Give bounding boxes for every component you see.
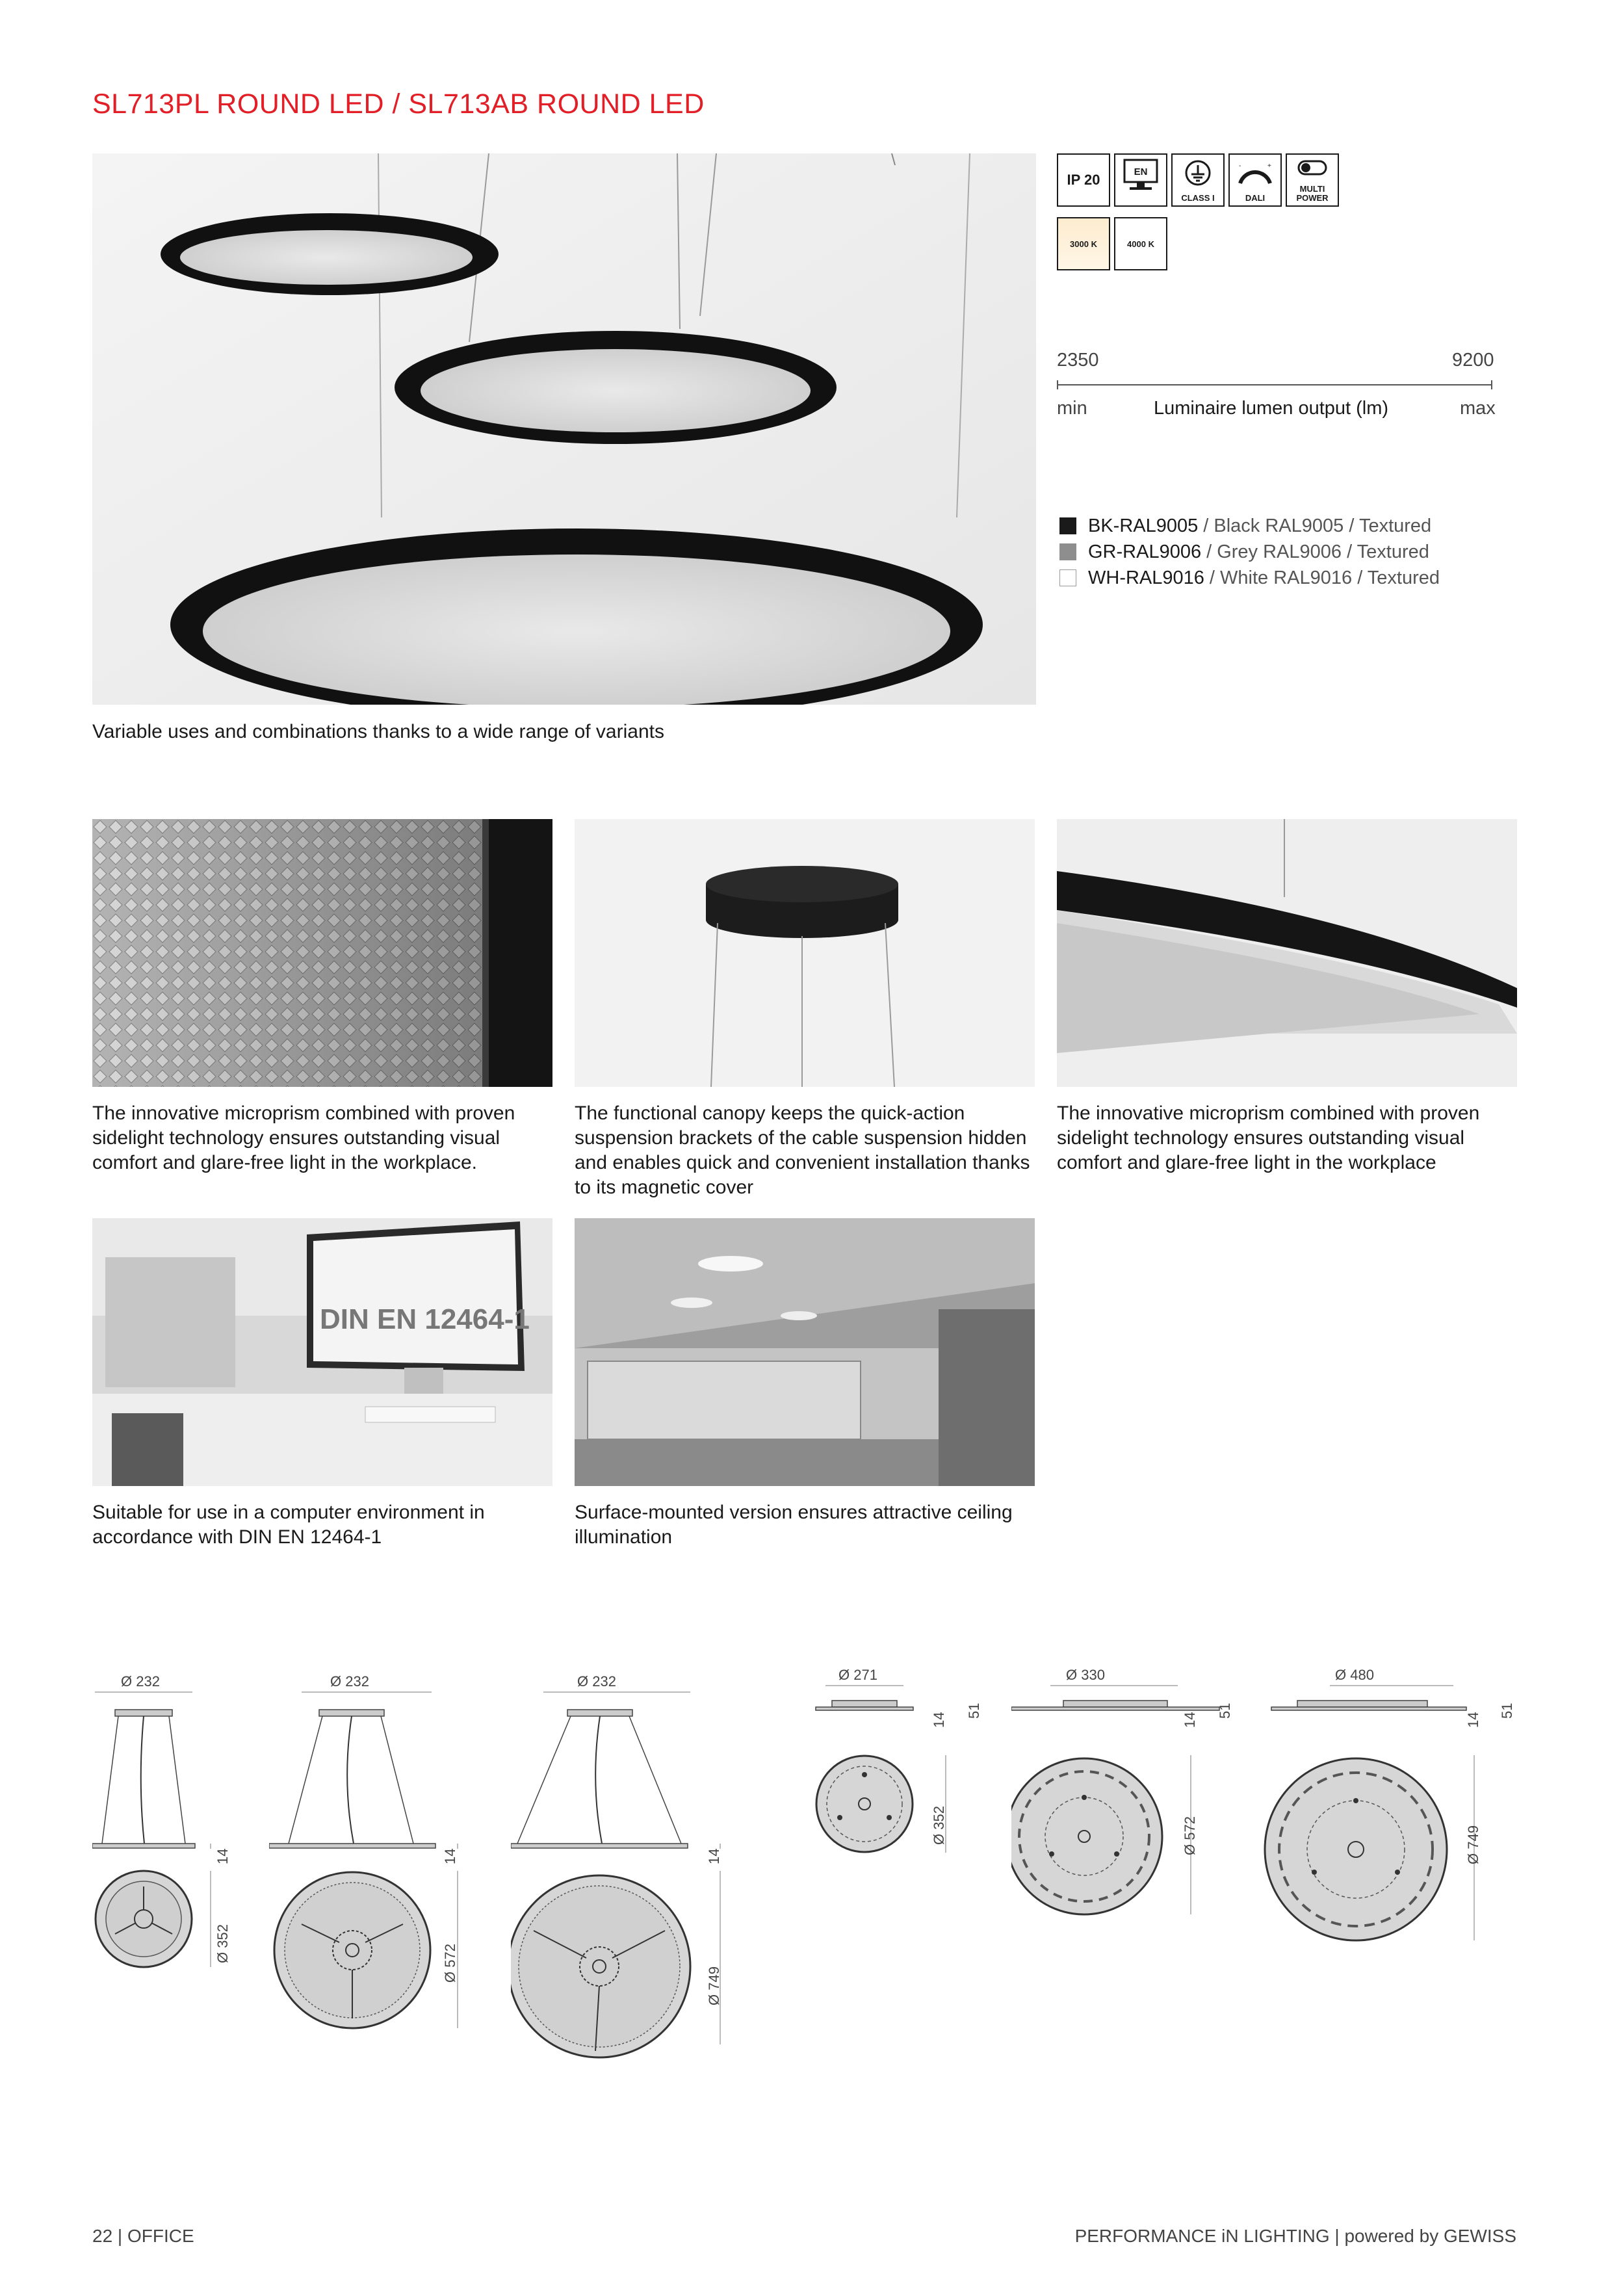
surface-1-height-dim: 14 — [931, 1712, 947, 1728]
pendant-3-height-dim: 14 — [706, 1848, 722, 1864]
en-monitor-icon — [1114, 153, 1167, 207]
surface-3-top-dim: Ø 480 — [1335, 1667, 1374, 1683]
surface-1-diameter-dim: Ø 352 — [931, 1806, 947, 1845]
sidelight-caption: The innovative microprism combined with proven sidelight technology ensures outstanding visual comfort and glare-free light in the workplace — [1057, 1102, 1480, 1173]
svg-text:EN: EN — [1134, 166, 1148, 177]
hero-photo — [92, 153, 1036, 705]
svg-text:DIN EN 12464-1: DIN EN 12464-1 — [320, 1303, 530, 1335]
surface-2-height-dim: 14 — [1182, 1712, 1198, 1728]
pendant-drawing-749 — [511, 1690, 732, 2067]
surface-caption: Surface-mounted version ensures attractive ceiling illumination — [575, 1502, 1013, 1548]
color-variant-grey: GR-RAL9006 / Grey RAL9006 / Textured — [1059, 539, 1429, 565]
pendant-drawing-352 — [92, 1690, 222, 2041]
svg-text:+: + — [1267, 163, 1271, 170]
pendant-2-top-dim: Ø 232 — [330, 1673, 369, 1689]
ip20-icon: IP 20 — [1057, 153, 1110, 207]
canopy-caption: The functional canopy keeps the quick-action suspension brackets of the cable suspension hidden and enables quick and convenient installation thanks to its magnetic cover — [575, 1102, 1030, 1198]
pendant-2-diameter-dim: Ø 572 — [442, 1944, 458, 1983]
color-variant-white: WH-RAL9016 / White RAL9016 / Textured — [1059, 565, 1440, 591]
computer-caption: Suitable for use in a computer environment in accordance with DIN EN 12464-1 — [92, 1502, 485, 1548]
microprism-caption: The innovative microprism combined with proven sidelight technology ensures outstanding visual comfort and glare-free light in the workplace. — [92, 1102, 515, 1173]
surface-drawing-352 — [812, 1684, 981, 1879]
computer-office-photo — [92, 1218, 552, 1486]
lumen-min-value: 2350 — [1057, 350, 1099, 371]
surface-2-top-dim: Ø 330 — [1066, 1667, 1105, 1683]
surface-2-total-height-dim: 51 — [1217, 1702, 1233, 1719]
pendant-1-top-dim: Ø 232 — [121, 1673, 160, 1689]
white-swatch — [1059, 569, 1076, 586]
surface-drawing-749 — [1258, 1684, 1531, 1963]
surface-3-height-dim: 14 — [1465, 1712, 1481, 1728]
pendant-1-diameter-dim: Ø 352 — [214, 1924, 231, 1963]
black-swatch — [1059, 517, 1076, 534]
canopy-photo — [575, 819, 1035, 1087]
lumen-max-value: 9200 — [1452, 350, 1494, 371]
surface-3-diameter-dim: Ø 749 — [1465, 1825, 1481, 1864]
sidelight-photo — [1057, 819, 1517, 1087]
page-title: SL713PL ROUND LED / SL713AB ROUND LED — [92, 88, 705, 120]
hero-caption: Variable uses and combinations thanks to a wide range of variants — [92, 721, 664, 742]
footer-page-section: 22 | OFFICE — [92, 2226, 194, 2246]
surface-1-total-height-dim: 51 — [966, 1702, 982, 1719]
pendant-3-top-dim: Ø 232 — [577, 1673, 616, 1689]
color-variant-black: BK-RAL9005 / Black RAL9005 / Textured — [1059, 513, 1431, 539]
multi-power-icon: MULTI POWER — [1286, 153, 1339, 207]
lumen-scale-line — [1057, 384, 1492, 385]
lumen-output-label: Luminaire lumen output (lm) — [1154, 398, 1389, 419]
svg-text:-: - — [1239, 163, 1241, 170]
class-i-icon: CLASS I — [1171, 153, 1225, 207]
temp-3000k-badge: 3000 K — [1057, 217, 1110, 270]
footer-brand: PERFORMANCE iN LIGHTING | powered by GEWISS — [1074, 2226, 1516, 2246]
grey-swatch — [1059, 543, 1076, 560]
temp-4000k-badge: 4000 K — [1114, 217, 1167, 270]
pendant-drawing-572 — [269, 1690, 477, 2054]
surface-1-top-dim: Ø 271 — [838, 1667, 877, 1683]
lumen-min-label: min — [1057, 398, 1087, 419]
dali-icon: - + DALI — [1228, 153, 1282, 207]
pendant-2-height-dim: 14 — [442, 1848, 458, 1864]
surface-mounted-photo — [575, 1218, 1035, 1486]
pendant-1-height-dim: 14 — [214, 1848, 231, 1864]
surface-3-total-height-dim: 51 — [1499, 1702, 1515, 1719]
pendant-3-diameter-dim: Ø 749 — [706, 1966, 722, 2005]
surface-2-diameter-dim: Ø 572 — [1182, 1816, 1198, 1855]
microprism-photo — [92, 819, 552, 1087]
lumen-max-label: max — [1460, 398, 1496, 419]
